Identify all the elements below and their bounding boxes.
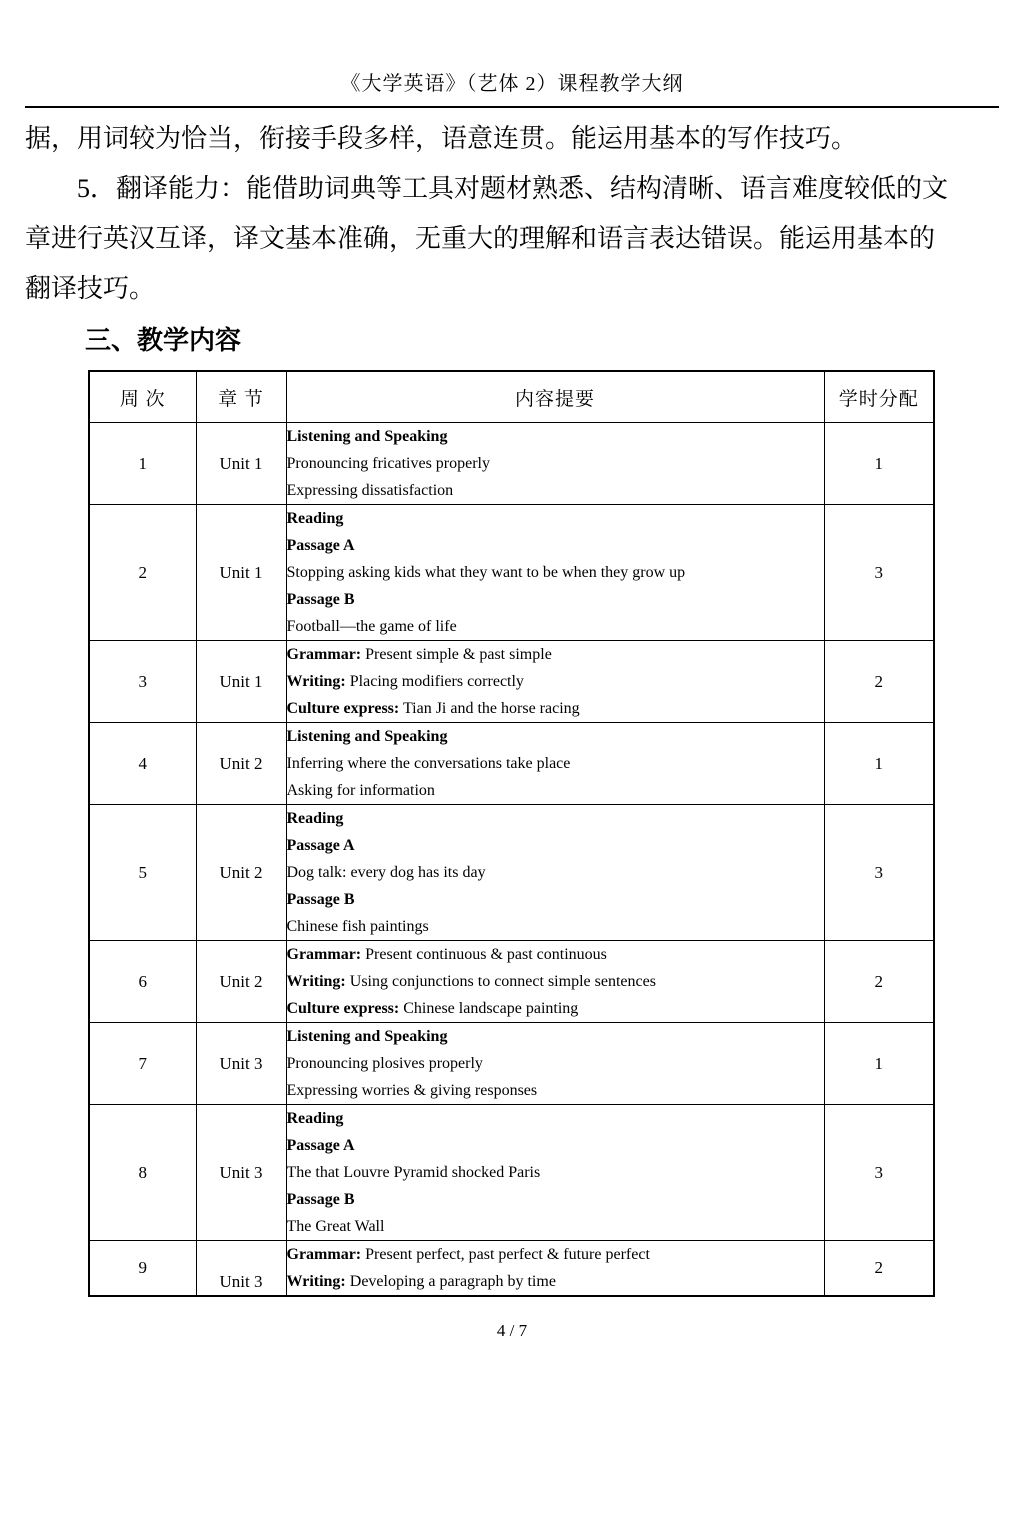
content-line: Writing: Developing a paragraph by time [286,1273,556,1290]
content-line: Expressing dissatisfaction [286,482,454,499]
content-line: Passage B [286,1191,355,1208]
content-line: Reading [286,1110,344,1127]
hours-cell: 3 [824,505,934,641]
content-line: Listening and Speaking [286,728,448,745]
column-header-content: 内容提要 [286,371,824,423]
hours-cell: 3 [824,1105,934,1241]
week-cell: 3 [89,641,196,723]
content-line: Inferring where the conversations take place [286,755,571,772]
content-cell [286,423,824,505]
content-line: Passage A [286,837,355,854]
hours-cell: 3 [824,805,934,941]
document-page [0,70,1024,1341]
content-cell [286,805,824,941]
table-row [89,505,934,641]
content-line: Passage B [286,891,355,908]
table-row [89,941,934,1023]
content-line: Expressing worries & giving responses [286,1082,538,1099]
syllabus-table-body [89,423,934,1297]
unit-cell: Unit 2 [196,805,286,941]
week-cell: 4 [89,723,196,805]
content-line: Grammar: Present simple & past simple [286,646,552,663]
content-line: Pronouncing plosives properly [286,1055,483,1072]
content-cell [286,1241,824,1297]
table-header-row [89,371,934,423]
column-header-hours: 学时分配 [824,371,934,423]
unit-cell: Unit 1 [196,505,286,641]
content-line: Culture express: Chinese landscape painting [286,1000,579,1017]
body-text [25,114,999,314]
content-line: Culture express: Tian Ji and the horse racing [286,700,580,717]
content-line: Writing: Placing modifiers correctly [286,673,524,690]
content-line: The that Louvre Pyramid shocked Paris [286,1164,541,1181]
table-row [89,723,934,805]
unit-cell: Unit 1 [196,641,286,723]
unit-cell: Unit 3 [196,1241,286,1297]
table-row [89,1105,934,1241]
section-heading: 三、教学内容 [85,325,242,355]
content-line: Dog talk: every dog has its day [286,864,486,881]
content-line: Passage A [286,537,355,554]
content-line: The Great Wall [286,1218,385,1235]
table-row [89,805,934,941]
content-line: Reading [286,810,344,827]
hours-cell: 2 [824,1241,934,1297]
content-line: Grammar: Present continuous & past continuous [286,946,607,963]
content-line: Pronouncing fricatives properly [286,455,490,472]
content-line: Football—the game of life [286,618,457,635]
content-line: Chinese fish paintings [286,918,429,935]
column-header-unit: 章 节 [196,371,286,423]
content-cell [286,505,824,641]
week-cell: 5 [89,805,196,941]
hours-cell: 2 [824,941,934,1023]
content-line: Writing: Using conjunctions to connect simple sentences [286,973,656,990]
body-paragraph-line: 据，用词较为恰当，衔接手段多样，语意连贯。能运用基本的写作技巧。 [25,124,858,153]
unit-cell: Unit 1 [196,423,286,505]
unit-cell: Unit 3 [196,1105,286,1241]
document-title: 《大学英语》（艺体 2）课程教学大纲 [340,73,684,95]
page-number: 4 / 7 [496,1321,528,1340]
table-row [89,1241,934,1297]
body-paragraph-line: 章进行英汉互译，译文基本准确，无重大的理解和语言表达错误。能运用基本的 [25,224,936,253]
column-header-week: 周 次 [89,371,196,423]
content-line: Reading [286,510,344,527]
content-cell [286,941,824,1023]
table-row [89,1023,934,1105]
unit-cell: Unit 2 [196,723,286,805]
body-paragraph-line: 翻译技巧。 [25,274,156,303]
unit-cell: Unit 2 [196,941,286,1023]
table-row [89,641,934,723]
syllabus-table [88,370,935,1297]
content-line: Asking for information [286,782,435,799]
week-cell: 7 [89,1023,196,1105]
hours-cell: 1 [824,723,934,805]
hours-cell: 2 [824,641,934,723]
content-cell [286,641,824,723]
hours-cell: 1 [824,1023,934,1105]
content-line: Stopping asking kids what they want to be when they grow up [286,564,686,581]
header-rule [25,106,999,108]
week-cell: 8 [89,1105,196,1241]
content-line: Listening and Speaking [286,1028,448,1045]
table-row [89,423,934,505]
week-cell: 1 [89,423,196,505]
content-cell [286,1105,824,1241]
content-line: Passage A [286,1137,355,1154]
content-cell [286,723,824,805]
week-cell: 6 [89,941,196,1023]
body-paragraph-line: 5．翻译能力：能借助词典等工具对题材熟悉、结构清晰、语言难度较低的文 [77,174,949,203]
unit-cell: Unit 3 [196,1023,286,1105]
week-cell: 2 [89,505,196,641]
content-line: Grammar: Present perfect, past perfect & future perfect [286,1246,650,1263]
content-cell [286,1023,824,1105]
hours-cell: 1 [824,423,934,505]
week-cell: 9 [89,1241,196,1297]
content-line: Passage B [286,591,355,608]
content-line: Listening and Speaking [286,428,448,445]
